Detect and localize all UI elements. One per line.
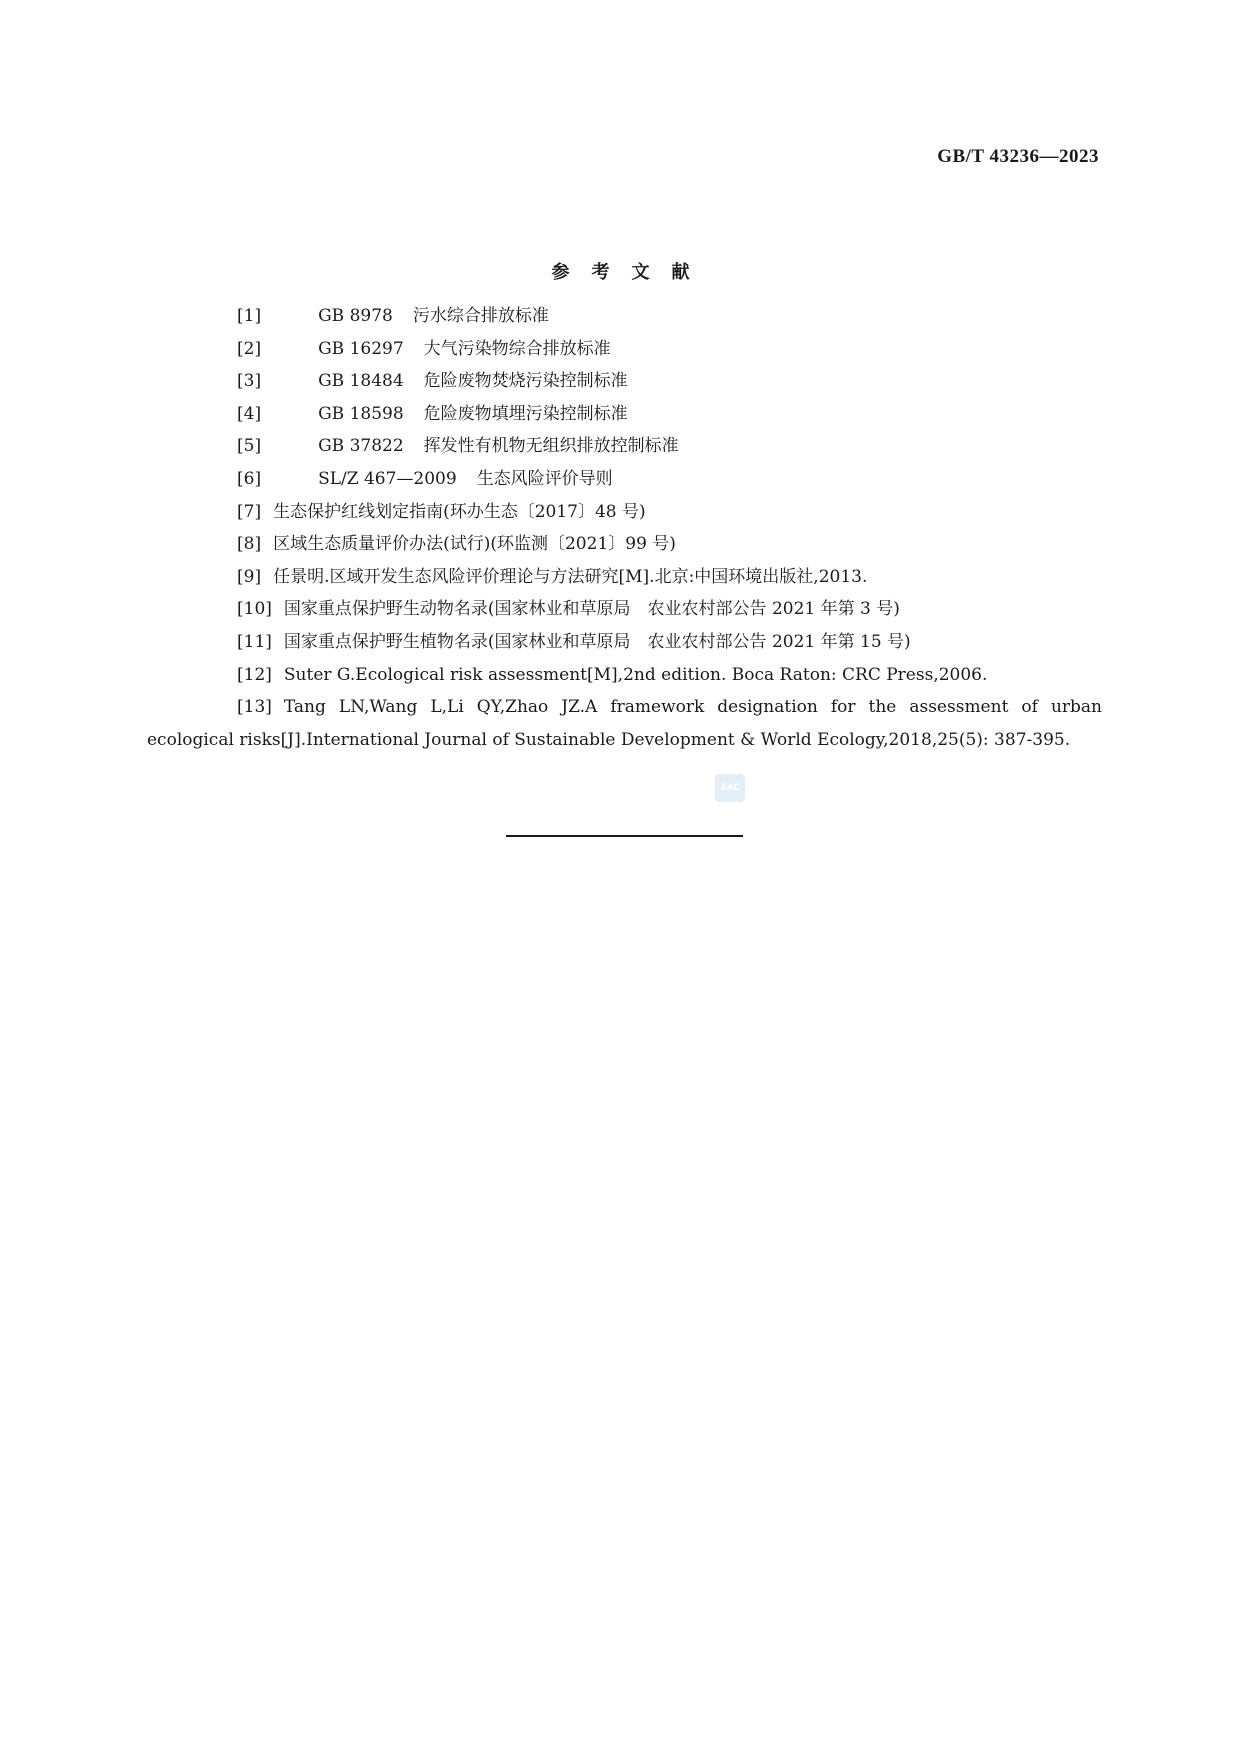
reference-item (147, 496, 1102, 529)
reference-item (147, 398, 1102, 431)
reference-item (147, 659, 1102, 692)
reference-title: 危险废物填埋污染控制标准 (423, 403, 628, 424)
reference-code: GB 37822 (318, 436, 404, 457)
reference-item (147, 300, 1102, 333)
reference-number: [7] (237, 501, 262, 522)
reference-code: GB 18598 (318, 403, 404, 424)
reference-number: [9] (237, 566, 262, 587)
reference-item (147, 333, 1102, 366)
standard-code: GB/T 43236—2023 (937, 146, 1099, 167)
reference-number: [2] (237, 338, 262, 359)
reference-item (147, 626, 1102, 659)
reference-title: Tang LN,Wang L,Li QY,Zhao JZ.A framework designation for the assessment of urban ecological risks[J].International Journal of Sustainable Development & World Ecology,2018,25(5): 387-395. (147, 697, 1102, 750)
reference-item (147, 593, 1102, 626)
reference-code: SL/Z 467—2009 (318, 468, 457, 489)
reference-number: [13] (237, 697, 272, 718)
reference-title: 危险废物焚烧污染控制标准 (423, 371, 628, 392)
reference-code: GB 16297 (318, 338, 404, 359)
reference-number: [11] (237, 631, 272, 652)
reference-list (147, 300, 1102, 756)
reference-number: [6] (237, 468, 262, 489)
reference-title: 挥发性有机物无组织排放控制标准 (423, 436, 679, 457)
reference-code: GB 18484 (318, 371, 404, 392)
reference-code: GB 8978 (318, 306, 393, 326)
reference-number: [1] (237, 306, 262, 326)
reference-number: [12] (237, 664, 272, 685)
reference-number: [10] (237, 599, 272, 620)
reference-title: 生态保护红线划定指南(环办生态〔2017〕48 号) (273, 501, 646, 522)
reference-number: [8] (237, 534, 262, 555)
section-title: 参考文献 (551, 262, 712, 283)
reference-number: [4] (237, 403, 262, 424)
reference-title: 任景明.区域开发生态风险评价理论与方法研究[M].北京:中国环境出版社,2013. (273, 566, 868, 587)
reference-number: [3] (237, 371, 262, 392)
reference-title: 国家重点保护野生植物名录(国家林业和草原局 农业农村部公告 2021 年第 15 号) (283, 631, 911, 652)
reference-item (147, 365, 1102, 398)
end-rule-divider (506, 835, 743, 837)
reference-title: Suter G.Ecological risk assessment[M],2nd edition. Boca Raton: CRC Press,2006. (283, 664, 988, 685)
reference-number: [5] (237, 436, 262, 457)
reference-title: 国家重点保护野生动物名录(国家林业和草原局 农业农村部公告 2021 年第 3 号) (283, 599, 900, 620)
reference-title: 生态风险评价导则 (476, 468, 613, 489)
reference-item (147, 561, 1102, 594)
reference-item (147, 463, 1102, 496)
reference-item (147, 430, 1102, 463)
reference-item (147, 528, 1102, 561)
sac-watermark-icon: SAC (715, 774, 745, 802)
reference-title: 大气污染物综合排放标准 (423, 338, 611, 359)
reference-title: 污水综合排放标准 (412, 306, 549, 326)
reference-item (147, 691, 1102, 756)
reference-title: 区域生态质量评价办法(试行)(环监测〔2021〕99 号) (273, 534, 676, 555)
